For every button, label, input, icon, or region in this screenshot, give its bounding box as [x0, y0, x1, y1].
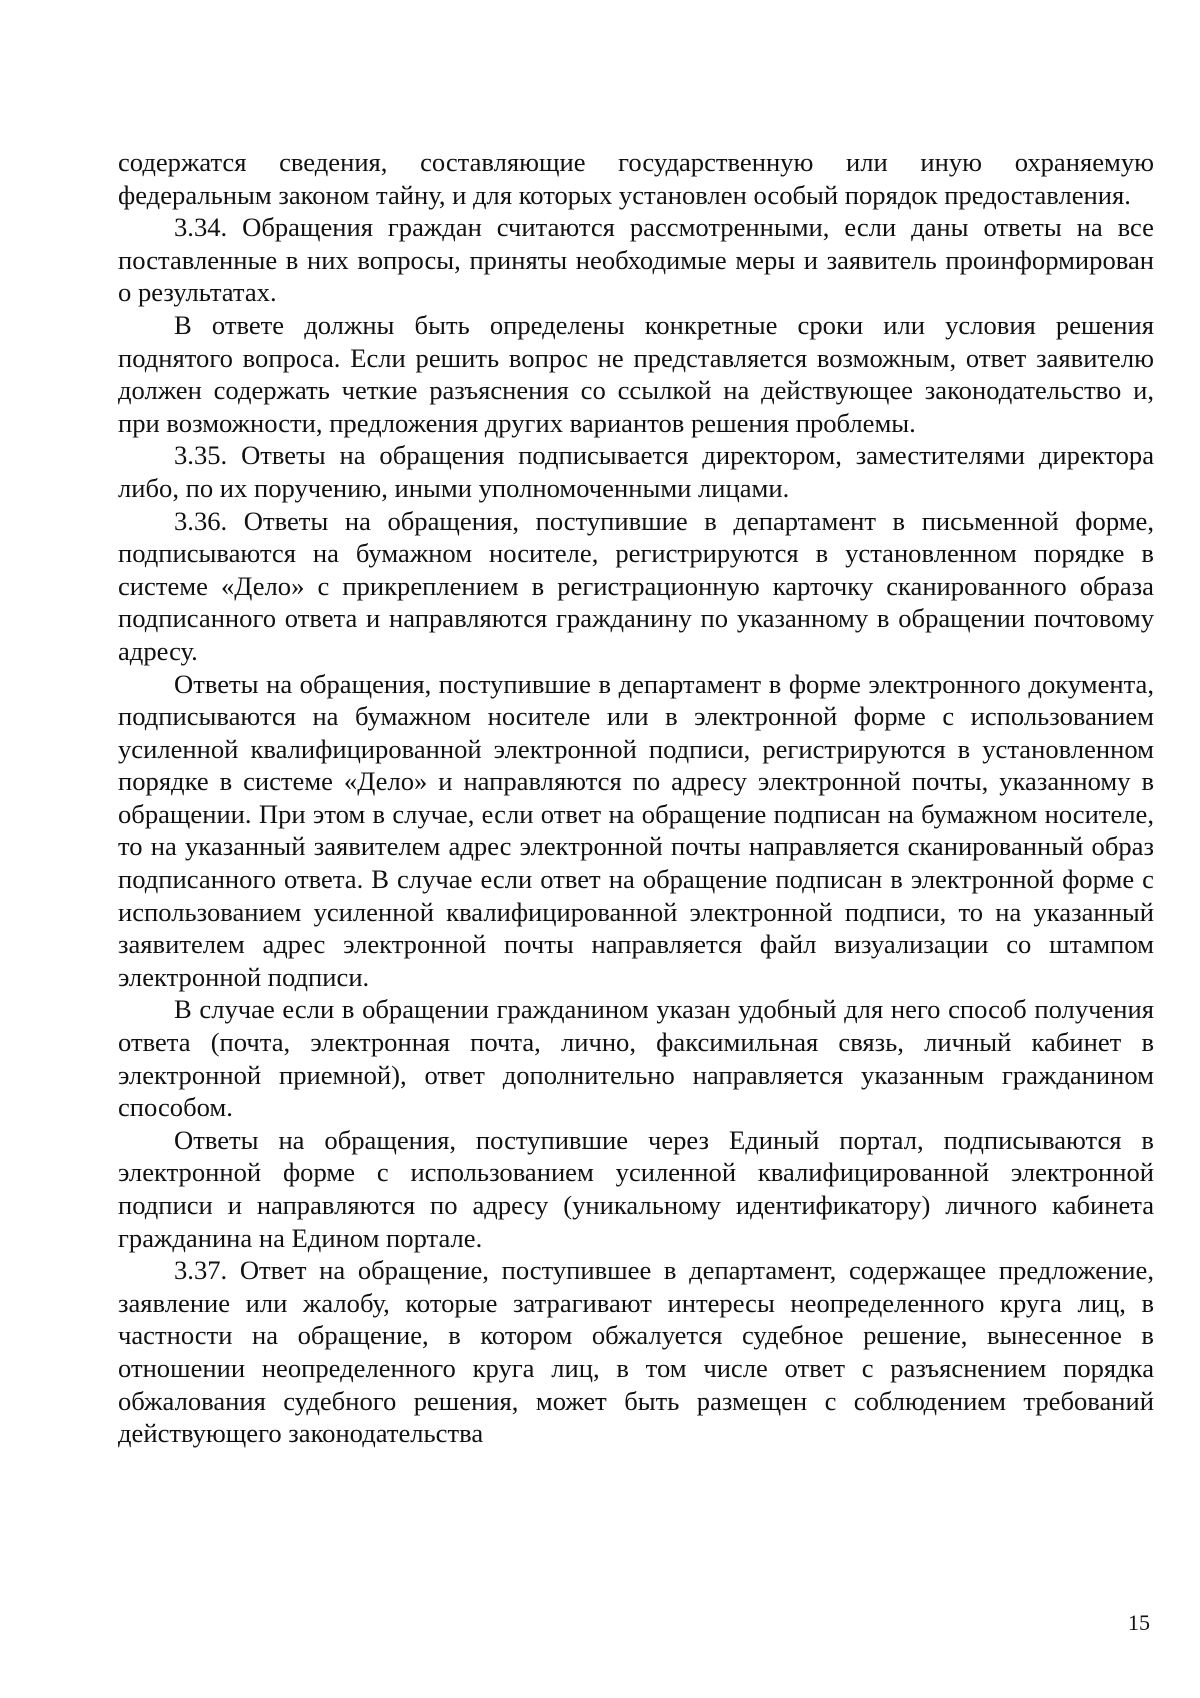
paragraph-answer-requirements: В ответе должны быть определены конкретные сроки или условия решения поднятого вопроса. Если решить вопрос не представляется возможным, ответ заявителю должен содержать четкие разъяснения со ссылкой на действующее законодательство и, при возможности, предложения других вариантов решения проблемы. [118, 309, 1154, 438]
paragraph-3-36: 3.36. Ответы на обращения, поступившие в департамент в письменной форме, подписываются на бумажном носителе, регистрируются в установленном порядке в системе «Дело» с прикреплением в регистрационную карточку сканированного образа подписанного ответа и направляются гражданину по указанному в обращении почтовому адресу. [118, 505, 1154, 666]
paragraph-preferred-method: В случае если в обращении гражданином указан удобный для него способ получения ответа (почта, электронная почта, лично, факсимильная связь, личный кабинет в электронной приемной), ответ дополнительно направляется указанным гражданином способом. [118, 994, 1154, 1123]
paragraph-unified-portal: Ответы на обращения, поступившие через Единый портал, подписываются в электронной форме с использованием усиленной квалифицированной электронной подписи и направляются по адресу (уникальному идентификатору) личного кабинета гражданина на Едином портале. [118, 1124, 1154, 1253]
paragraph-electronic-answers: Ответы на обращения, поступившие в департамент в форме электронного документа, подписываются на бумажном носителе или в электронной форме с использованием усиленной квалифицированной электронной подписи, регистрируются в установленном порядке в системе «Дело» и направляются по адресу электронной почты, указанному в обращении. При этом в случае, если ответ на обращение подписан на бумажном носителе, то на указанный заявителем адрес электронной почты направляется сканированный образ подписанного ответа. В случае если ответ на обращение подписан в электронной форме с использованием усиленной квалифицированной электронной подписи, то на указанный заявителем адрес электронной почты направляется файл визуализации со штампом электронной подписи. [118, 668, 1154, 992]
document-body [118, 146, 1154, 1450]
paragraph-3-37: 3.37. Ответ на обращение, поступившее в департамент, содержащее предложение, заявление или жалобу, которые затрагивают интересы неопределенного круга лиц, в частности на обращение, в котором обжалуется судебное решение, вынесенное в отношении неопределенного круга лиц, в том числе ответ с разъяснением порядка обжалования судебного решения, может быть размещен с соблюдением требований действующего законодательства [118, 1255, 1154, 1449]
paragraph-continuation: содержатся сведения, составляющие государственную или иную охраняемую федеральным законом тайну, и для которых установлен особый порядок предоставления. [118, 147, 1154, 210]
paragraph-3-35: 3.35. Ответы на обращения подписывается директором, заместителями директора либо, по их поручению, иными уполномоченными лицами. [118, 440, 1154, 503]
paragraph-3-34: 3.34. Обращения граждан считаются рассмотренными, если даны ответы на все поставленные в них вопросы, приняты необходимые меры и заявитель проинформирован о результатах. [118, 212, 1154, 308]
page-number: 15 [1128, 1610, 1150, 1635]
